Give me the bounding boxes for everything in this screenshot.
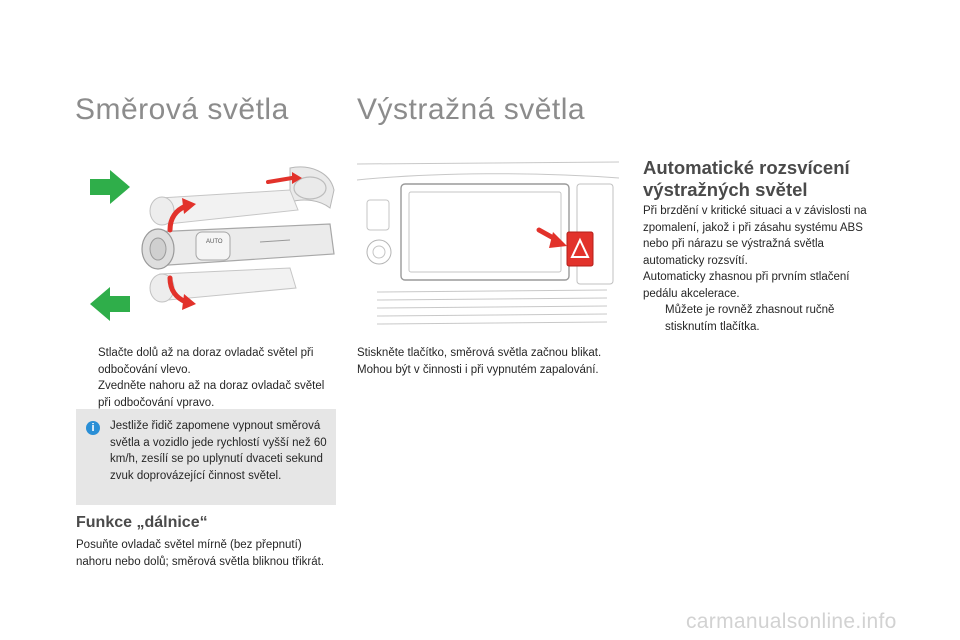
bullet-item — [76, 378, 338, 411]
svg-text:AUTO: AUTO — [206, 239, 223, 245]
auto-hazard-para-1: Při brzdění v kritické situaci a v závislosti na zpomalení, jakož i při zásahu systému ABS nebo při nárazu se výstražná světla automaticky rozsvítí. — [643, 205, 867, 267]
highway-text: Posuňte ovladač světel mírně (bez přepnutí) nahoru nebo dolů; směrová světla bliknou třikrát. — [76, 539, 325, 568]
bullet-text: Zvedněte nahoru až na doraz ovladač světel při odbočování vpravo. — [98, 380, 325, 409]
info-box — [76, 409, 336, 505]
bullet-item — [76, 345, 338, 378]
highway-heading: Funkce „dálnice“ — [76, 514, 208, 531]
hazard-text-2: Mohou být v činnosti i při vypnutém zapalování. — [357, 363, 599, 376]
hazard-button — [567, 232, 593, 266]
arrow-right-icon — [90, 170, 130, 204]
bullet-item — [643, 302, 883, 335]
auto-hazard-para-2: Automaticky zhasnou při prvním stlačení pedálu akcelerace. — [643, 271, 850, 300]
hazard-text-1: Stiskněte tlačítko, směrová světla začnou blikat. — [357, 347, 602, 359]
title-turn-signals: Směrová světla — [75, 93, 289, 126]
info-text: Jestliže řidič zapomene vypnout směrová světla a vozidlo jede rychlostí vyšší než 60 km/h, zesílí se po uplynutí dvaceti sekund zvuk doprovázející činnost světel. — [110, 420, 327, 482]
auto-hazard-heading: Automatické rozsvícení výstražných světel — [643, 157, 850, 200]
hazard-instructions — [357, 345, 619, 378]
light-stalk-illustration — [140, 160, 336, 332]
bullet-text: Můžete je rovněž zhasnout ručně stisknutím tlačítka. — [665, 304, 835, 333]
dashboard-hazard-illustration — [357, 160, 619, 332]
turn-signal-instructions — [76, 345, 338, 411]
bullet-text: Stlačte dolů až na doraz ovladač světel při odbočování vlevo. — [98, 347, 314, 376]
auto-hazard-text — [643, 203, 883, 335]
watermark: carmanualsonline.info — [686, 610, 897, 633]
arrow-left-icon — [90, 287, 130, 321]
title-hazard-lights: Výstražná světla — [357, 93, 586, 126]
info-icon: i — [86, 421, 100, 435]
